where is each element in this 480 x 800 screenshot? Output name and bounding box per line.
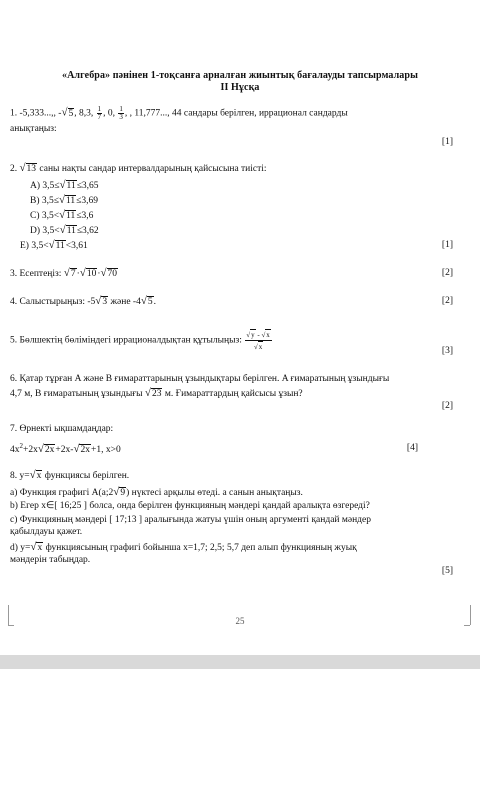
fraction: $\frac{1}{3}$ [119,105,123,121]
score-mark: [1] [441,137,453,147]
score-mark: [4] [406,443,418,453]
question-3: 3. Есептеңіз: √7·√10·√70 [10,267,118,279]
question-2: 2. √13 саны нақты сандар интервалдарының қайсысына тиісті: [10,162,267,174]
question-8d: d) y=√x функциясының графигі бойынша x=1,7; 2,5; 5,7 деп алып функцияның жуық [10,541,357,553]
expression: $4x^2+2x√2x+2x-√2x+1$, x>0 [10,442,121,456]
score-mark: [3] [441,346,453,356]
question-5: 5. Бөлшектің бөліміндегі иррационалдықтан құтылыңыз: $\frac{√y - √x}{√x}$ [10,331,270,351]
score-mark: [5] [441,566,453,576]
page-separator [0,655,480,669]
question-8a: a) Функция графигі A(a;2√9) нүктесі арқылы өтеді. a санын анықтаңыз. [10,486,303,498]
option-b: B) 3,5≤√11≤3,69 [30,194,99,206]
question-6: 6. Қатар тұрған A және B ғимараттарының ұзындықтары берілген. A ғимаратының ұзындығы [10,374,390,384]
score-mark: [2] [441,296,453,306]
variant-label: ІІ Нұсқа [220,82,260,93]
question-8: 8. y=√x функциясы берілген. [10,469,130,481]
option-d: D) 3,5<√11≤3,62 [30,224,99,236]
question-8b: b) Егер x∈[ 16;25 ] болса, онда берілген функцияның мәндері қандай аралықта өзгереді? [10,501,370,511]
fraction: $\frac{√y - √x}{√x}$ [246,331,270,351]
option-e: E) 3,5<√11<3,61 [20,239,88,251]
question-8c-line2: қабылдауы қажет. [10,527,83,537]
score-mark: [2] [441,268,453,278]
question-8c: c) Функцияның мәндері [ 17;13 ] аралығында жатуы үшін оның аргументі қандай мәндер [10,515,371,525]
question-7: 7. Өрнекті ықшамдаңдар: [10,424,114,434]
question-1-line2: анықтаңыз: [10,124,57,134]
fraction: $\frac{1}{7}$ [97,105,102,121]
question-1: 1. -5,333...,, -√5, 8,3, $\frac{1}{7}$ , 0, $\frac{1}{3}$ , , 11,777..., 44 сандары берілген, иррационал сандарды [10,105,348,121]
question-8d-line2: мәндерін табыңдар. [10,555,91,565]
question-4: 4. Салыстырыңыз: -5√3 және -4√5. [10,295,157,307]
option-c: C) 3,5<√11≤3,6 [30,209,94,221]
score-mark: [1] [441,240,453,250]
question-6-line2: 4,7 м, B ғимаратының ұзындығы √23 м. Ғимараттардың қайсысы ұзын? [10,387,303,399]
blank-area [0,669,480,800]
page-number: 25 [235,616,245,626]
score-mark: [2] [441,401,453,411]
document-title: «Алгебра» пәнінен 1-тоқсанға арналған жиынтық бағалауды тапсырмалары [62,70,418,81]
option-a: A) 3,5≤√11≤3,65 [30,179,99,191]
